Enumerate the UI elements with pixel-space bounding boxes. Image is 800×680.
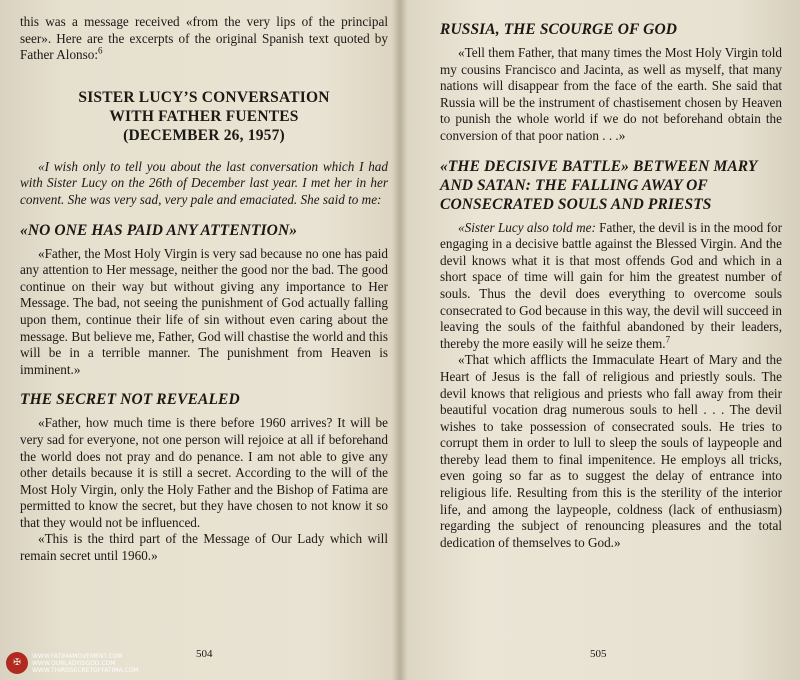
- title-line: WITH FATHER FUENTES: [109, 107, 299, 125]
- decisive-battle-paragraph-2: «That which afflicts the Immaculate Heart of Mary and the Heart of Jesus is the fall of religious and priestly souls. The devil knows that religious and priests who fall away from their beautiful vocation drag numerous souls to hell . . . The devil wishes to take possession of consecrated souls. He tries to corrupt them in order to lull to sleep the souls of laypeople and thereby lead them to final impenitence. He employs all tricks, even going so far as to suggest the delay of entrance into religious life. Resulting from this is the sterility of the interior life, and among the laypeople, coldness (lack of enthusiasm) regarding the subject of renouncing pleasures and the total dedication of themselves to God.»: [440, 352, 782, 550]
- secret-paragraph-2: «This is the third part of the Message of Our Lady which will remain secret until 1960.»: [20, 531, 388, 564]
- italic-intro-paragraph: «I wish only to tell you about the last conversation which I had with Sister Lucy on the 26th of December last year. I met her in her convent. She was very sad, very pale and emaciated. She said to me:: [20, 158, 388, 207]
- section-heading-secret: THE SECRET NOT REVEALED: [20, 391, 240, 409]
- secret-paragraph-1: «Father, how much time is there before 1960 arrives? It will be very sad for everyone, not one person will rejoice at all if beforehand the world does not pray and do penance. I am not able to give any other details because it is still a secret. According to the will of the Most Holy Virgin, only the Holy Father and the Bishop of Fatima are permitted to know the secret, but they have chosen to not know it so that they would not be influenced.: [20, 415, 388, 530]
- section-heading-no-attention: «NO ONE HAS PAID ANY ATTENTION»: [20, 221, 298, 239]
- heading-line: CONSECRATED SOULS AND PRIESTS: [440, 195, 712, 213]
- russia-paragraph: «Tell them Father, that many times the Most Holy Virgin told my cousins Francisco and Jacinta, as well as myself, that many nations will disappear from the face of the earth. She said that Russia will be the instrument of chastisement chosen by Heaven to punish the whole world if we do not beforehand obtain the conversion of that poor nation . . .»: [440, 45, 782, 143]
- title-line: (DECEMBER 26, 1957): [123, 126, 285, 144]
- section-heading-decisive-battle: [440, 157, 782, 214]
- heading-line: AND SATAN: THE FALLING AWAY OF: [440, 176, 708, 194]
- no-attention-paragraph: «Father, the Most Holy Virgin is very sad because no one has paid any attention to Her message, neither the good nor the bad. The good continue on their way but without giving any importance to Her Message. The bad, not seeing the punishment of God actually falling upon them, continue their life of sin without even caring about the message. But believe me, Father, God will chastise the world and this will be in a terrible manner. The punishment from Heaven is imminent.»: [20, 245, 388, 377]
- page-number-left: 504: [196, 648, 213, 660]
- footnote-marker: 6: [98, 45, 103, 56]
- intro-paragraph: this was a message received «from the very lips of the principal seer». Here are the excerpts of the original Spanish text quoted by Father Alonso:$^6$: [20, 14, 388, 63]
- heading-line: «THE DECISIVE BATTLE» BETWEEN MARY: [440, 157, 758, 175]
- footnote-marker: 7: [665, 334, 671, 345]
- watermark-text: WWW.FATIMAMOVEMENT.COM WWW.OURLADYISGOD.COM WWW.THIRDSECRETOFFATIMA.COM: [32, 652, 139, 674]
- decisive-battle-paragraph-1: «Sister Lucy also told me: Father, the devil is in the mood for engaging in a decisive battle against the Blessed Virgin. And the devil knows what it is that most offends God and which in a short space of time will gain for him the greatest number of souls. Thus the devil does everything to overcome souls consecrated to God because in this way, the devil will succeed in leaving the souls of the faithful abandoned by their leaders, thereby the more easily will he seize them.$^7$: [440, 219, 782, 351]
- italic-lead: «Sister Lucy also told me:: [458, 219, 596, 235]
- section-heading-russia: RUSSIA, THE SCOURGE OF GOD: [440, 21, 678, 38]
- page-number-right: 505: [590, 648, 607, 660]
- conversation-title: [20, 88, 388, 145]
- right-page: [404, 0, 800, 680]
- title-line: SISTER LUCY’S CONVERSATION: [78, 88, 330, 106]
- seal-icon: ✠: [6, 652, 28, 674]
- watermark-logo: [6, 652, 139, 674]
